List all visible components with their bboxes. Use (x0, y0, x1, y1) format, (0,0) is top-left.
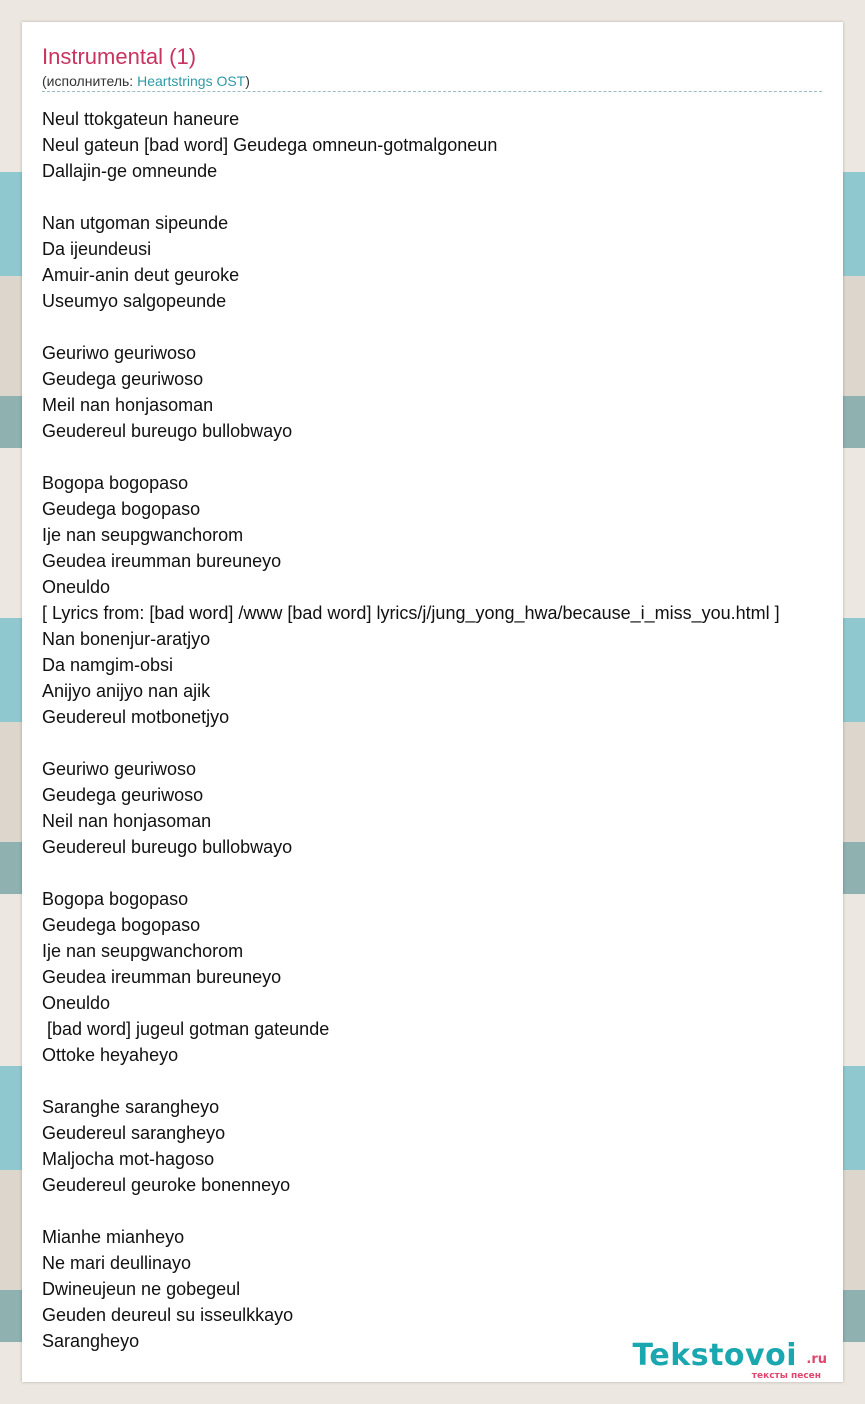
logo-wordmark: Tekstovoi (632, 1338, 797, 1373)
lyric-line: Sarangheyo (42, 1331, 140, 1351)
lyric-line: Ije nan seupgwanchorom (42, 941, 244, 961)
lyric-line: Nan utgoman sipeunde (42, 213, 229, 233)
lyric-line: Da namgim-obsi (42, 655, 174, 675)
lyric-line: Geudereul bureugo bullobwayo (42, 421, 293, 441)
artist-link[interactable]: Heartstrings OST (137, 73, 246, 89)
lyric-line: Geudereul bureugo bullobwayo (42, 837, 293, 857)
lyric-line: Geuriwo geuriwoso (42, 759, 197, 779)
lyric-line: Geudea ireumman bureuneyo (42, 551, 282, 571)
stanza-break (42, 444, 780, 470)
stanza-break (42, 184, 780, 210)
lyric-line: Geudega bogopaso (42, 499, 201, 519)
stanza-break (42, 730, 780, 756)
lyric-line: Geuden deureul su isseulkkayo (42, 1305, 294, 1325)
lyric-line: Geuriwo geuriwoso (42, 343, 197, 363)
lyric-line: Geudereul motbonetjyo (42, 707, 230, 727)
lyric-line: Dwineujeun ne gobegeul (42, 1279, 241, 1299)
lyric-line: Neil nan honjasoman (42, 811, 212, 831)
lyric-line: Bogopa bogopaso (42, 889, 189, 909)
stanza-break (42, 1068, 780, 1094)
stanza-break (42, 1198, 780, 1224)
lyric-line: Geudega geuriwoso (42, 369, 204, 389)
logo-tld: .ru (806, 1352, 827, 1367)
lyric-line: Meil nan honjasoman (42, 395, 214, 415)
lyric-line: [ Lyrics from: [bad word] /www [bad word] lyrics/j/jung_yong_hwa/because_i_miss_you.html ] (42, 603, 780, 623)
lyric-line: Bogopa bogopaso (42, 473, 189, 493)
lyric-line: Ije nan seupgwanchorom (42, 525, 244, 545)
lyric-line: Mianhe mianheyo (42, 1227, 185, 1247)
tekstovoi-logo[interactable] (625, 1338, 835, 1382)
artist-suffix: ) (245, 73, 250, 89)
stanza-break (42, 860, 780, 886)
logo-tagline: тексты песен (751, 1371, 821, 1381)
lyric-line: Ne mari deullinayo (42, 1253, 192, 1273)
lyric-line: Geudea ireumman bureuneyo (42, 967, 282, 987)
lyric-line: Amuir-anin deut geuroke (42, 265, 240, 285)
lyric-line: Ottoke heyaheyo (42, 1045, 179, 1065)
stanza-break (42, 314, 780, 340)
artist-line (42, 73, 822, 92)
lyric-line: Oneuldo (42, 993, 111, 1013)
lyric-line: Saranghe sarangheyo (42, 1097, 220, 1117)
lyric-line: Oneuldo (42, 577, 111, 597)
lyric-line: Geudereul sarangheyo (42, 1123, 226, 1143)
lyric-line: [bad word] jugeul gotman gateunde (42, 1019, 330, 1039)
lyric-line: Useumyo salgopeunde (42, 291, 227, 311)
lyric-line: Geudega bogopaso (42, 915, 201, 935)
song-title: Instrumental (1) (42, 44, 197, 69)
lyrics-text (42, 106, 780, 1354)
lyric-line: Dallajin-ge omneunde (42, 161, 218, 181)
artist-prefix: (исполнитель: (42, 73, 138, 89)
lyrics-panel (22, 22, 843, 1382)
lyric-line: Da ijeundeusi (42, 239, 152, 259)
lyric-line: Geudereul geuroke bonenneyo (42, 1175, 291, 1195)
lyric-line: Nan bonenjur-aratjyo (42, 629, 211, 649)
lyric-line: Anijyo anijyo nan ajik (42, 681, 211, 701)
lyric-line: Maljocha mot-hagoso (42, 1149, 215, 1169)
lyric-line: Neul ttokgateun haneure (42, 109, 240, 129)
lyric-line: Neul gateun [bad word] Geudega omneun-gotmalgoneun (42, 135, 498, 155)
lyric-line: Geudega geuriwoso (42, 785, 204, 805)
